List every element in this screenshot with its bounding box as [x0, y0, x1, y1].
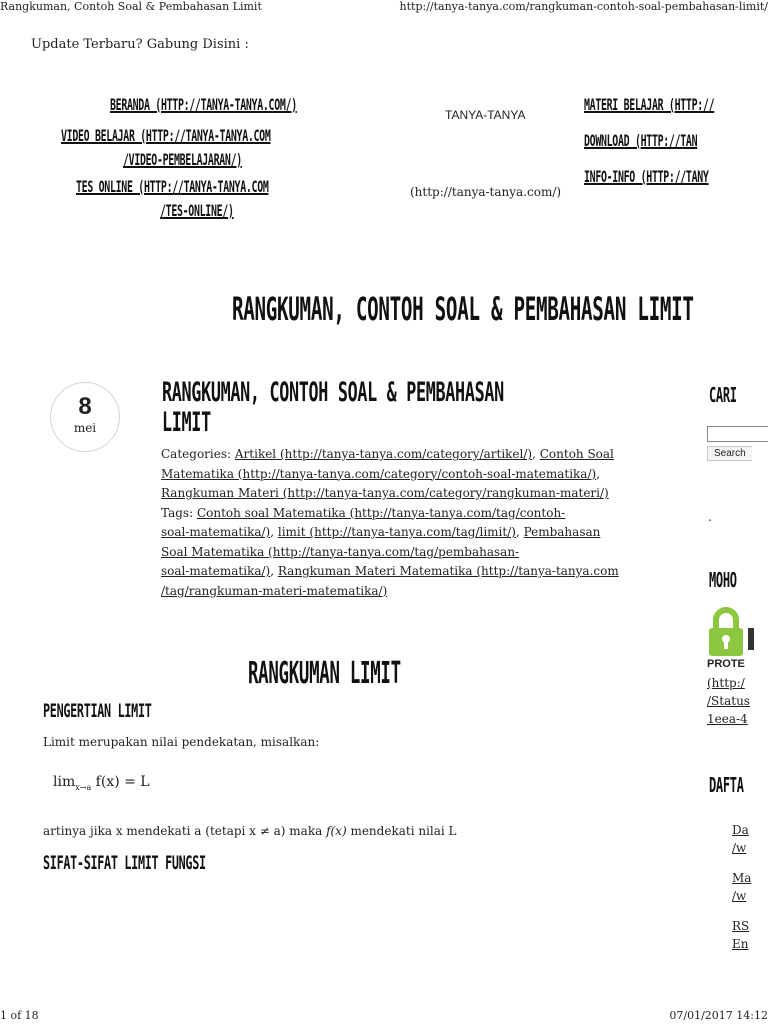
meta-line: soal-matematika/), Rangkuman Materi Matematika (http://tanya-tanya.com [161, 564, 619, 578]
protect-link-line1[interactable]: (http:/ [707, 676, 745, 690]
meaning-part1: artinya jika x mendekati a (tetapi x ≠ a) maka [43, 824, 327, 838]
sidebar-link-2a[interactable]: Ma [732, 871, 752, 885]
nav-item-video-belajar-cont[interactable] [123, 150, 242, 169]
update-notice: Update Terbaru? Gabung Disini : [31, 37, 249, 52]
sidebar-list-item[interactable] [732, 917, 749, 953]
post-date-badge [50, 382, 120, 452]
protect-badge-text[interactable]: PROTE [707, 658, 745, 670]
post-title [162, 378, 504, 438]
padlock-icon[interactable] [707, 606, 745, 658]
nav-link-download[interactable]: DOWNLOAD (HTTP://TAN [584, 131, 698, 150]
section-heading-pengertian: PENGERTIAN LIMIT [43, 700, 152, 722]
tag-link-pembahasan-cont[interactable]: Soal Matematika (http://tanya-tanya.com/tag/pembahasan- [161, 544, 520, 559]
sidebar-search-button[interactable]: Search [707, 446, 752, 461]
nav-link-beranda[interactable]: BERANDA (HTTP://TANYA-TANYA.COM/) [110, 95, 297, 114]
nav-link-video-line1[interactable]: VIDEO BELAJAR (HTTP://TANYA-TANYA.COM [61, 126, 271, 145]
meta-line [161, 582, 631, 602]
tag-link-rangkuman-materi[interactable]: Rangkuman Materi Matematika (http://tanya-tanya.com [277, 564, 619, 578]
protect-link-line2[interactable]: /Status [707, 694, 750, 708]
section-heading-rangkuman: RANGKUMAN LIMIT [248, 656, 401, 691]
site-brand[interactable]: TANYA-TANYA [445, 108, 526, 122]
nav-item-beranda[interactable] [110, 95, 297, 114]
limit-formula [53, 774, 150, 792]
tag-link-limit[interactable]: limit (http://tanya-tanya.com/tag/limit/) [277, 525, 516, 539]
nav-item-tes-online-cont[interactable] [160, 201, 234, 220]
sidebar-heading-cari: CARI [709, 383, 737, 407]
meta-line [161, 543, 631, 563]
meaning-fx: f(x) [326, 824, 347, 838]
protect-link[interactable] [707, 674, 750, 728]
tag-link-pembahasan-cont2[interactable]: soal-matematika/) [161, 564, 271, 578]
tag-link-contoh-soal[interactable]: Contoh soal Matematika (http://tanya-tanya.com/tag/contoh- [196, 505, 566, 520]
nav-link-info[interactable]: INFO-INFO (HTTP://TANY [584, 167, 709, 186]
paragraph-definition: Limit merupakan nilai pendekatan, misalkan: [43, 735, 320, 749]
section-heading-sifat: SIFAT-SIFAT LIMIT FUNGSI [43, 852, 206, 874]
meta-line [161, 504, 631, 524]
meta-line: soal-matematika/), limit (http://tanya-tanya.com/tag/limit/), Pembahasan [161, 525, 601, 539]
sidebar-search-input[interactable] [707, 426, 768, 442]
category-link-artikel[interactable]: Artikel (http://tanya-tanya.com/category/artikel/) [234, 447, 533, 461]
tag-link-pembahasan[interactable]: Pembahasan [523, 525, 601, 539]
nav-item-materi-belajar[interactable] [584, 95, 714, 114]
nav-link-video-line2[interactable]: /VIDEO-PEMBELAJARAN/) [123, 150, 242, 169]
tag-link-contoh-soal-cont[interactable]: soal-matematika/) [161, 525, 271, 539]
tag-link-rangkuman-materi-cont[interactable]: /tag/rangkuman-materi-matematika/) [161, 583, 388, 598]
sidebar-link-3a[interactable]: RS [732, 919, 750, 933]
paragraph-meaning [43, 824, 457, 838]
meta-line [161, 484, 631, 504]
protect-logo-letter-mark [748, 628, 754, 650]
tags-label: Tags: [161, 505, 194, 520]
sidebar-link-3b[interactable]: En [732, 937, 749, 951]
nav-link-materi[interactable]: MATERI BELAJAR (HTTP:// [584, 95, 715, 114]
formula-lim: lim [53, 774, 76, 790]
page-title: RANGKUMAN, CONTOH SOAL & PEMBAHASAN LIMIT [232, 290, 694, 328]
sidebar-dot: . [708, 510, 712, 524]
nav-item-download[interactable] [584, 131, 697, 150]
protect-link-line3[interactable]: 1eea-4 [707, 712, 748, 726]
print-page-url: http://tanya-tanya.com/rangkuman-contoh-soal-pembahasan-limit/ [399, 0, 768, 13]
post-meta [161, 445, 631, 601]
site-brand-url[interactable]: (http://tanya-tanya.com/) [410, 185, 562, 199]
categories-label: Categories: [161, 447, 232, 461]
nav-link-tes-line2[interactable]: /TES-ONLINE/) [160, 201, 234, 220]
nav-link-tes-line1[interactable]: TES ONLINE (HTTP://TANYA-TANYA.COM [76, 177, 269, 196]
post-date-day: 8 [78, 393, 92, 420]
print-datetime: 07/01/2017 14:12 [669, 1009, 768, 1022]
sidebar-list-item[interactable] [732, 821, 749, 857]
post-title-line1: RANGKUMAN, CONTOH SOAL & PEMBAHASAN [162, 377, 504, 408]
nav-item-info[interactable] [584, 167, 709, 186]
formula-subscript: x→a [75, 782, 92, 792]
meta-line: Matematika (http://tanya-tanya.com/category/contoh-soal-matematika/), [161, 466, 601, 481]
print-page-title: Rangkuman, Contoh Soal & Pembahasan Limit [0, 0, 262, 13]
category-link-contoh-soal-cont[interactable]: Matematika (http://tanya-tanya.com/category/contoh-soal-matematika/) [161, 466, 597, 481]
sidebar-list-item[interactable] [732, 869, 751, 905]
sidebar-link-2b[interactable]: /w [732, 889, 747, 903]
formula-rest: f(x) = L [91, 774, 150, 790]
sidebar-link-1b[interactable]: /w [732, 841, 747, 855]
sidebar-heading-moho: MOHO [709, 568, 737, 592]
sidebar-link-1a[interactable]: Da [732, 823, 749, 837]
category-link-contoh-soal[interactable]: Contoh Soal [539, 447, 614, 461]
sidebar-heading-dafta: DAFTA [709, 773, 744, 797]
nav-item-tes-online[interactable] [76, 177, 269, 196]
nav-item-video-belajar[interactable] [61, 126, 271, 145]
print-page-counter: 1 of 18 [0, 1009, 39, 1022]
post-date-month: mei [73, 421, 97, 435]
meta-line: Categories: Artikel (http://tanya-tanya.com/category/artikel/), Contoh Soal [161, 447, 614, 461]
category-link-rangkuman-materi[interactable]: Rangkuman Materi (http://tanya-tanya.com/category/rangkuman-materi/) [161, 486, 609, 500]
post-title-line2: LIMIT [162, 407, 211, 438]
meaning-part2: mendekati nilai L [346, 824, 457, 838]
